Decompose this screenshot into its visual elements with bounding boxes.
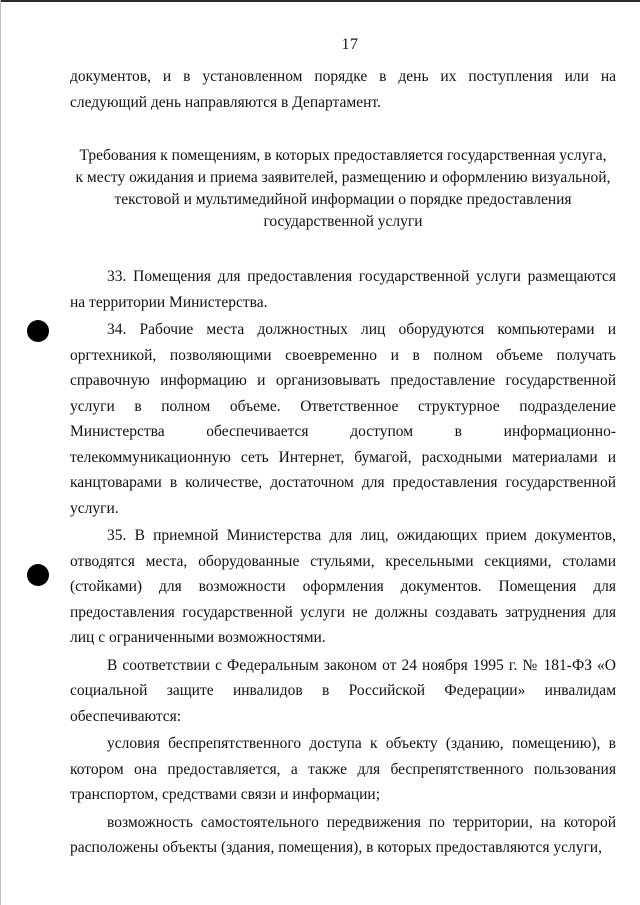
scan-left-edge	[0, 0, 1, 905]
heading-line: текстовой и мультимедийной информации о порядке предоставления	[114, 191, 572, 208]
paragraph-law-reference: В соответствии с Федеральным законом от 24 ноября 1995 г. № 181-ФЗ «О социальной защите инвалидов в Российской Федерации» инвалидам обеспечиваются:	[70, 656, 616, 725]
heading-line: государственной услуги	[263, 213, 423, 230]
paragraph-continuation: документов, и в установленном порядке в день их поступления или на следующий день направляются в Департамент.	[70, 68, 616, 111]
section-heading	[70, 145, 616, 233]
paragraph-condition-access: условия беспрепятственного доступа к объекту (зданию, помещению), в котором она предоставляется, а также для беспрепятственного пользования транспортом, средствами связи и информации;	[70, 735, 616, 803]
paragraph-35: 35. В приемной Министерства для лиц, ожидающих прием документов, отводятся места, оборудованные стульями, кресельными секциями, столами (стойками) для возможности оформления документов. Помещения для предоставления государственной услуги не должны создавать затруднения для лиц с ограниченными возможностями.	[70, 527, 616, 646]
heading-line: Требования к помещениям, в которых предоставляется государственная услуга,	[79, 147, 607, 164]
document-body	[70, 64, 616, 861]
page-number: 17	[341, 36, 359, 53]
scan-top-edge	[0, 0, 640, 2]
binder-hole-mark	[27, 320, 49, 342]
paragraph-34: 34. Рабочие места должностных лиц оборудуются компьютерами и оргтехникой, позволяющими своевременно и в полном объеме получать справочную информацию и организовывать предоставление государственной услуги в полном объеме. Ответственное структурное подразделение Министерства обеспечивается доступом в информационно-телекоммуникационную сеть Интернет, бумагой, расходными материалами и канцтоварами в количестве, достаточном для предоставления государственной услуги.	[70, 321, 616, 517]
paragraph-33: 33. Помещения для предоставления государственной услуги размещаются на территории Министерства.	[70, 268, 616, 311]
paragraph-condition-movement: возможность самостоятельного передвижения по территории, на которой расположены объекты (здания, помещения), в которых предоставляются услуги,	[70, 813, 616, 856]
binder-hole-mark	[27, 564, 49, 586]
heading-line: к месту ожидания и приема заявителей, размещению и оформлению визуальной,	[75, 169, 611, 186]
